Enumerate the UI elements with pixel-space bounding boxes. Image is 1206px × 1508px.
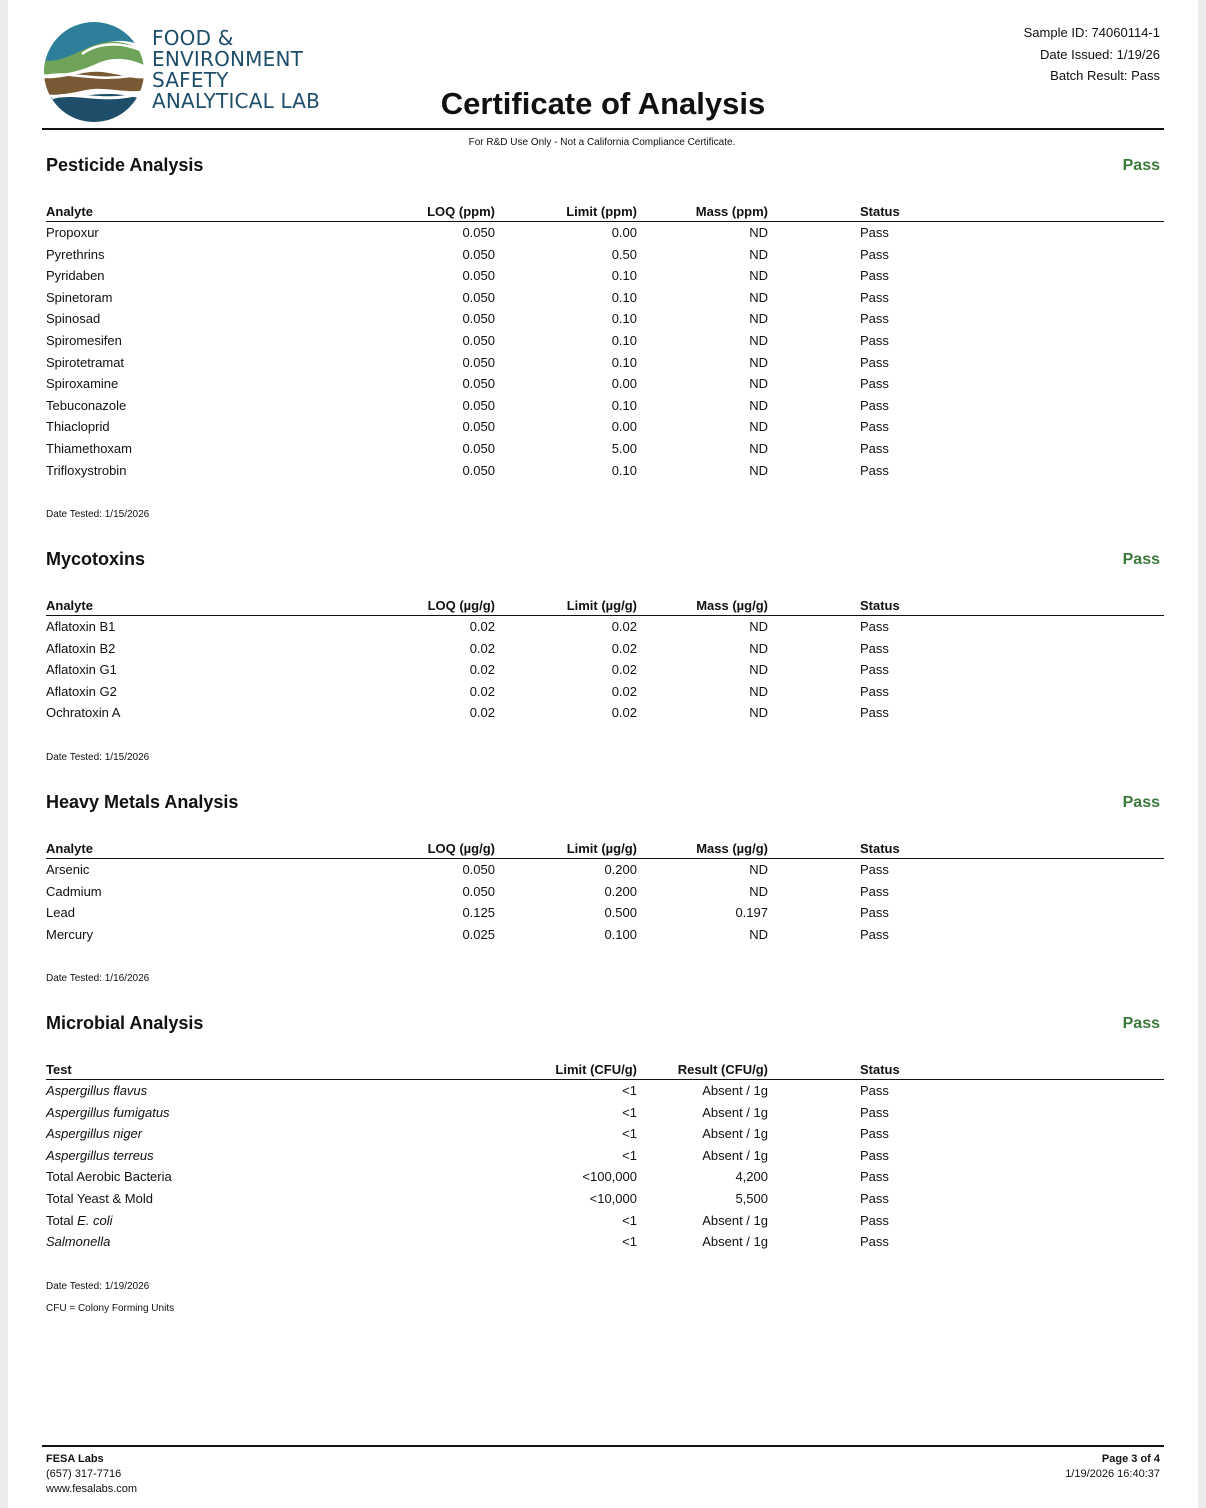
column-header: Limit (ppm)	[566, 204, 637, 219]
mass-cell: ND	[749, 926, 768, 942]
mass-cell: ND	[749, 640, 768, 656]
test-name-italic: Salmonella	[46, 1234, 111, 1250]
mycotoxins-section-title: Mycotoxins	[46, 549, 146, 569]
loq-cell: 0.050	[462, 376, 495, 392]
status-cell: Pass	[860, 332, 889, 348]
column-header: Analyte	[46, 204, 93, 219]
analyte-cell: Propoxur	[46, 225, 99, 240]
test-cell	[46, 1148, 154, 1163]
result-cell: Absent / 1g	[702, 1104, 768, 1120]
pesticide-section-status: Pass	[1122, 157, 1160, 174]
mass-cell: ND	[749, 462, 768, 478]
loq-cell: 0.050	[462, 419, 495, 435]
analyte-cell: Cadmium	[46, 883, 102, 899]
status-cell: Pass	[860, 289, 889, 305]
table-row	[46, 681, 1164, 703]
limit-cell: <1	[622, 1234, 637, 1250]
mass-cell: ND	[749, 268, 768, 284]
table-row	[46, 1210, 1164, 1232]
limit-cell: 0.10	[611, 289, 637, 305]
status-cell: Pass	[860, 1169, 889, 1185]
limit-cell: <1	[622, 1083, 637, 1098]
mass-cell: ND	[749, 705, 768, 721]
column-header: Limit (µg/g)	[566, 598, 637, 613]
status-cell: Pass	[860, 1083, 889, 1098]
table-row	[46, 659, 1164, 681]
mass-cell: ND	[749, 619, 768, 634]
limit-cell: 0.00	[611, 225, 637, 240]
loq-cell: 0.050	[462, 225, 495, 240]
mycotoxins-table	[46, 595, 1164, 724]
limit-cell: 0.02	[611, 640, 637, 656]
loq-cell: 0.050	[462, 862, 495, 877]
status-cell: Pass	[860, 1212, 889, 1228]
logo-line: SAFETY	[152, 68, 229, 92]
mass-cell: ND	[749, 440, 768, 456]
test-name: Total Yeast & Mold	[46, 1190, 153, 1206]
table-row	[46, 287, 1164, 309]
status-cell: Pass	[860, 640, 889, 656]
limit-cell: 0.02	[611, 683, 637, 699]
column-header: LOQ (µg/g)	[427, 841, 495, 856]
column-header: Status	[860, 1062, 900, 1077]
column-header: Analyte	[46, 841, 93, 856]
table-row	[46, 1145, 1164, 1167]
limit-cell: 0.10	[611, 311, 637, 327]
test-name: Total	[46, 1212, 78, 1228]
result-cell: Absent / 1g	[702, 1234, 768, 1250]
test-name-italic: E. coli	[77, 1212, 113, 1228]
limit-cell: 5.00	[611, 440, 637, 456]
test-cell	[46, 1126, 142, 1141]
table-body	[46, 1080, 1164, 1253]
analyte-cell: Spiromesifen	[46, 332, 122, 348]
mass-cell: ND	[749, 662, 768, 678]
website: www.fesalabs.com	[46, 1483, 138, 1495]
mass-cell: ND	[749, 862, 768, 877]
table-row	[46, 638, 1164, 660]
microbial-section-title: Microbial Analysis	[46, 1013, 204, 1033]
table-header	[46, 201, 1164, 222]
pesticide-section-title: Pesticide Analysis	[46, 155, 204, 175]
loq-cell: 0.050	[462, 268, 495, 284]
analyte-cell: Spirotetramat	[46, 354, 125, 370]
limit-cell: <100,000	[582, 1169, 637, 1185]
status-cell: Pass	[860, 683, 889, 699]
date-issued: Date Issued: 1/19/26	[1040, 46, 1160, 62]
mass-cell: ND	[749, 397, 768, 413]
microbial-table	[46, 1059, 1164, 1253]
column-header: Mass (µg/g)	[696, 841, 768, 856]
table-row	[46, 222, 1164, 244]
disclaimer: For R&D Use Only - Not a California Compliance Certificate.	[468, 137, 736, 148]
phone-number: (657) 317-7716	[46, 1468, 122, 1480]
mass-cell: ND	[749, 883, 768, 899]
table-body	[46, 859, 1164, 945]
column-header: Status	[860, 841, 900, 856]
table-row	[46, 616, 1164, 638]
column-header: Status	[860, 598, 900, 613]
result-cell: Absent / 1g	[702, 1147, 768, 1163]
analyte-cell: Aflatoxin B2	[46, 640, 116, 656]
analyte-cell: Thiamethoxam	[46, 440, 132, 456]
status-cell: Pass	[860, 1126, 889, 1142]
status-cell: Pass	[860, 883, 889, 899]
status-cell: Pass	[860, 1190, 889, 1206]
test-name-italic: Aspergillus terreus	[46, 1147, 154, 1163]
cfu-note: CFU = Colony Forming Units	[46, 1303, 175, 1314]
column-header: Status	[860, 204, 900, 219]
analyte-cell: Lead	[46, 905, 75, 921]
heavy-metals-section-title: Heavy Metals Analysis	[46, 792, 239, 812]
limit-cell: 0.200	[604, 883, 637, 899]
table-row	[46, 1166, 1164, 1188]
result-cell: 5,500	[735, 1190, 768, 1206]
table-row	[46, 881, 1164, 903]
table-row	[46, 330, 1164, 352]
status-cell: Pass	[860, 397, 889, 413]
microbial-date-tested: Date Tested: 1/19/2026	[46, 1281, 150, 1292]
status-cell: Pass	[860, 462, 889, 478]
result-cell: 4,200	[735, 1169, 768, 1185]
analyte-cell: Thiacloprid	[46, 419, 110, 435]
status-cell: Pass	[860, 225, 889, 240]
mass-cell: ND	[749, 225, 768, 240]
loq-cell: 0.050	[462, 883, 495, 899]
status-cell: Pass	[860, 246, 889, 262]
table-row	[46, 702, 1164, 724]
limit-cell: 0.10	[611, 354, 637, 370]
limit-cell: 0.100	[604, 926, 637, 942]
analyte-cell: Ochratoxin A	[46, 705, 121, 721]
print-timestamp: 1/19/2026 16:40:37	[1065, 1468, 1160, 1480]
loq-cell: 0.050	[462, 289, 495, 305]
column-header: Mass (ppm)	[695, 204, 768, 219]
column-header: Test	[46, 1062, 72, 1077]
test-name-italic: Aspergillus fumigatus	[46, 1104, 170, 1120]
table-row	[46, 460, 1164, 482]
limit-cell: <1	[622, 1147, 637, 1163]
loq-cell: 0.050	[462, 354, 495, 370]
heavy-metals-date-tested: Date Tested: 1/16/2026	[46, 973, 150, 984]
table-header	[46, 838, 1164, 859]
logo-line: ANALYTICAL LAB	[152, 89, 321, 113]
table-row	[46, 416, 1164, 438]
mycotoxins-section-status: Pass	[1122, 551, 1160, 568]
limit-cell: 0.10	[611, 462, 637, 478]
loq-cell: 0.050	[462, 332, 495, 348]
result-cell: Absent / 1g	[702, 1212, 768, 1228]
table-row	[46, 1080, 1164, 1102]
test-name: Total Aerobic Bacteria	[46, 1169, 172, 1185]
loq-cell: 0.050	[462, 246, 495, 262]
limit-cell: <1	[622, 1212, 637, 1228]
microbial-section-status: Pass	[1122, 1015, 1160, 1032]
analyte-cell: Pyridaben	[46, 268, 105, 284]
column-header: Limit (µg/g)	[566, 841, 637, 856]
test-cell	[46, 1191, 153, 1206]
limit-cell: 0.00	[611, 419, 637, 435]
heavy-metals-table	[46, 838, 1164, 945]
column-header: LOQ (µg/g)	[427, 598, 495, 613]
mass-cell: ND	[749, 354, 768, 370]
result-cell: Absent / 1g	[702, 1126, 768, 1142]
loq-cell: 0.02	[469, 640, 495, 656]
page-number: Page 3 of 4	[1101, 1453, 1160, 1465]
status-cell: Pass	[860, 926, 889, 942]
table-row	[46, 308, 1164, 330]
status-cell: Pass	[860, 705, 889, 721]
table-row	[46, 373, 1164, 395]
analyte-cell: Tebuconazole	[46, 397, 127, 413]
header-divider	[42, 128, 1164, 130]
column-header: Result (CFU/g)	[677, 1062, 768, 1077]
mass-cell: ND	[749, 332, 768, 348]
analyte-cell: Aflatoxin B1	[46, 619, 116, 634]
sample-info	[1024, 22, 1160, 87]
analyte-cell: Spinetoram	[46, 289, 113, 305]
analyte-cell: Pyrethrins	[46, 246, 105, 262]
limit-cell: <10,000	[589, 1190, 637, 1206]
loq-cell: 0.02	[469, 683, 495, 699]
analyte-cell: Spinosad	[46, 311, 101, 327]
loq-cell: 0.025	[462, 926, 495, 942]
table-row	[46, 265, 1164, 287]
test-cell	[46, 1083, 147, 1098]
loq-cell: 0.050	[462, 462, 495, 478]
limit-cell: 0.10	[611, 268, 637, 284]
analyte-cell: Aflatoxin G1	[46, 662, 117, 678]
table-body	[46, 616, 1164, 724]
test-name-italic: Aspergillus niger	[46, 1126, 143, 1142]
analyte-cell: Mercury	[46, 926, 93, 942]
mass-cell: ND	[749, 376, 768, 392]
loq-cell: 0.050	[462, 311, 495, 327]
table-row	[46, 924, 1164, 946]
status-cell: Pass	[860, 268, 889, 284]
limit-cell: 0.10	[611, 397, 637, 413]
test-name-italic: Aspergillus flavus	[46, 1083, 148, 1098]
test-cell	[46, 1234, 110, 1249]
test-cell	[46, 1105, 170, 1120]
limit-cell: 0.00	[611, 376, 637, 392]
analyte-cell: Arsenic	[46, 862, 90, 877]
status-cell: Pass	[860, 376, 889, 392]
document-title: Certificate of Analysis	[440, 86, 766, 121]
column-header: Mass (µg/g)	[696, 598, 768, 613]
status-cell: Pass	[860, 311, 889, 327]
table-body	[46, 222, 1164, 481]
result-cell: Absent / 1g	[702, 1083, 768, 1098]
limit-cell: <1	[622, 1126, 637, 1142]
footer-contact	[46, 1452, 137, 1497]
footer-divider	[42, 1445, 1164, 1447]
status-cell: Pass	[860, 1234, 889, 1250]
table-header	[46, 1059, 1164, 1080]
limit-cell: 0.200	[604, 862, 637, 877]
test-cell	[46, 1169, 172, 1184]
status-cell: Pass	[860, 619, 889, 634]
mass-cell: ND	[749, 311, 768, 327]
status-cell: Pass	[860, 905, 889, 921]
company-name: FESA Labs	[46, 1453, 104, 1465]
mass-cell: 0.197	[735, 905, 768, 921]
pesticide-date-tested: Date Tested: 1/15/2026	[46, 509, 150, 520]
pesticide-table	[46, 201, 1164, 481]
limit-cell: 0.10	[611, 332, 637, 348]
table-row	[46, 352, 1164, 374]
limit-cell: 0.50	[611, 246, 637, 262]
limit-cell: 0.02	[611, 662, 637, 678]
table-header	[46, 595, 1164, 616]
table-row	[46, 1231, 1164, 1253]
status-cell: Pass	[860, 440, 889, 456]
loq-cell: 0.050	[462, 397, 495, 413]
test-cell	[46, 1213, 112, 1228]
column-header: LOQ (ppm)	[427, 204, 495, 219]
status-cell: Pass	[860, 419, 889, 435]
loq-cell: 0.02	[469, 662, 495, 678]
limit-cell: 0.500	[604, 905, 637, 921]
heavy-metals-section-status: Pass	[1122, 794, 1160, 811]
batch-result: Batch Result: Pass	[1050, 68, 1160, 83]
status-cell: Pass	[860, 662, 889, 678]
mass-cell: ND	[749, 419, 768, 435]
table-row	[46, 1188, 1164, 1210]
limit-cell: 0.02	[611, 705, 637, 721]
mass-cell: ND	[749, 289, 768, 305]
status-cell: Pass	[860, 1104, 889, 1120]
loq-cell: 0.050	[462, 440, 495, 456]
sample-id: Sample ID: 74060114-1	[1023, 25, 1160, 40]
mycotoxins-date-tested: Date Tested: 1/15/2026	[46, 752, 150, 763]
analyte-cell: Trifloxystrobin	[46, 462, 127, 478]
table-row	[46, 859, 1164, 881]
table-row	[46, 244, 1164, 266]
limit-cell: 0.02	[611, 619, 637, 634]
status-cell: Pass	[860, 354, 889, 370]
loq-cell: 0.125	[462, 905, 495, 921]
logo-line: ENVIRONMENT	[152, 47, 304, 71]
status-cell: Pass	[860, 1147, 889, 1163]
logo-line: FOOD &	[152, 26, 234, 50]
table-row	[46, 438, 1164, 460]
certificate-page	[8, 0, 1198, 1508]
analyte-cell: Spiroxamine	[46, 376, 119, 392]
table-row	[46, 902, 1164, 924]
table-row	[46, 395, 1164, 417]
mass-cell: ND	[749, 683, 768, 699]
loq-cell: 0.02	[469, 705, 495, 721]
column-header: Limit (CFU/g)	[555, 1062, 637, 1077]
footer-page-info	[1065, 1452, 1160, 1482]
loq-cell: 0.02	[469, 619, 495, 634]
mass-cell: ND	[749, 246, 768, 262]
table-row	[46, 1123, 1164, 1145]
limit-cell: <1	[622, 1104, 637, 1120]
table-row	[46, 1102, 1164, 1124]
analyte-cell: Aflatoxin G2	[46, 683, 117, 699]
status-cell: Pass	[860, 862, 889, 877]
column-header: Analyte	[46, 598, 93, 613]
